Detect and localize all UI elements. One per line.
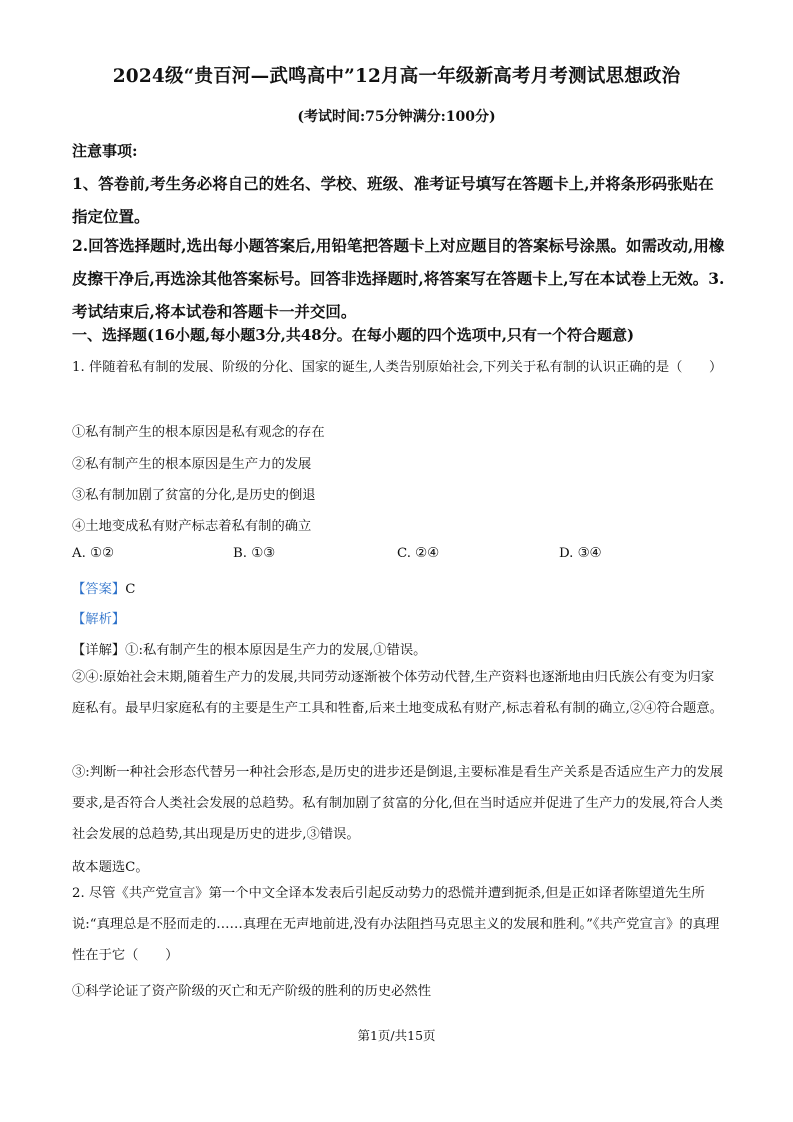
exam-subtitle: (考试时间:75分钟满分:100分)	[297, 109, 496, 125]
question-1-detail-3: ③:判断一种社会形态代替另一种社会形态,是历史的进步还是倒退,主要标准是看生产关系是否适应生产力的发展要求,是否符合人类社会发展的总趋势。私有制加剧了贫富的分化,但在当时适应并促进了生产力的发展,符合人类社会发展的总趋势,其出现是历史的进步,③错误。	[72, 765, 724, 842]
analysis-tag: 【解析】	[72, 612, 126, 627]
question-1-stem: 1. 伴随着私有制的发展、阶级的分化、国家的诞生,人类告别原始社会,下列关于私有制的认识正确的是（ ）	[72, 360, 723, 375]
page-number: 第1页/共15页	[357, 1028, 436, 1043]
answer-tag: 【答案】	[72, 582, 126, 597]
question-1-statement-1: ①私有制产生的根本原因是私有观念的存在	[72, 425, 325, 440]
section-heading-choice: 一、选择题(16小题,每小题3分,共48分。在每小题的四个选项中,只有一个符合题意)	[72, 326, 635, 344]
question-1-conclusion: 故本题选C。	[72, 860, 149, 875]
note-item-2: 2.回答选择题时,选出每小题答案后,用铅笔把答题卡上对应题目的答案标号涂黑。如需改动,用橡皮擦干净后,再选涂其他答案标号。回答非选择题时,将答案写在答题卡上,写在本试卷上无效。3.考试结束后,将本试卷和答题卡一并交回。	[72, 236, 725, 321]
question-1-option-c: C. ②④	[397, 546, 439, 561]
exam-title: 2024级“贵百河—武鸣高中”12月高一年级新高考月考测试思想政治	[112, 66, 681, 87]
question-1-detail-1: 【详解】①:私有制产生的根本原因是生产力的发展,①错误。	[72, 643, 427, 658]
question-1-statement-4: ④土地变成私有财产标志着私有制的确立	[72, 519, 312, 534]
note-item-1: 1、答卷前,考生务必将自己的姓名、学校、班级、准考证号填写在答题卡上,并将条形码张贴在指定位置。	[72, 174, 714, 226]
question-1-statement-2: ②私有制产生的根本原因是生产力的发展	[72, 457, 312, 472]
question-1-detail-2: ②④:原始社会末期,随着生产力的发展,共同劳动逐渐被个体劳动代替,生产资料也逐渐地由归氏族公有变为归家庭私有。最早归家庭私有的主要是生产工具和牲畜,后来土地变成私有财产,标志着私有制的确立,②④符合题意。	[72, 670, 723, 716]
question-1-statement-3: ③私有制加剧了贫富的分化,是历史的倒退	[72, 488, 316, 503]
question-2-statement-1: ①科学论证了资产阶级的灭亡和无产阶级的胜利的历史必然性	[72, 984, 432, 999]
question-1-option-d: D. ③④	[559, 546, 602, 561]
notes-heading: 注意事项:	[72, 142, 138, 160]
question-1-answer	[72, 578, 135, 597]
question-1-option-a: A. ①②	[72, 546, 114, 561]
answer-value: C	[125, 582, 136, 597]
question-2-stem: 2. 尽管《共产党宣言》第一个中文全译本发表后引起反动势力的恐慌并遭到扼杀,但是正如译者陈望道先生所说:“真理总是不胫而走的……真理在无声地前进,没有办法阻挡马克思主义的发展和胜利。”《共产党宣言》的真理性在于它（ ）	[72, 886, 720, 963]
question-1-option-b: B. ①③	[233, 546, 276, 561]
